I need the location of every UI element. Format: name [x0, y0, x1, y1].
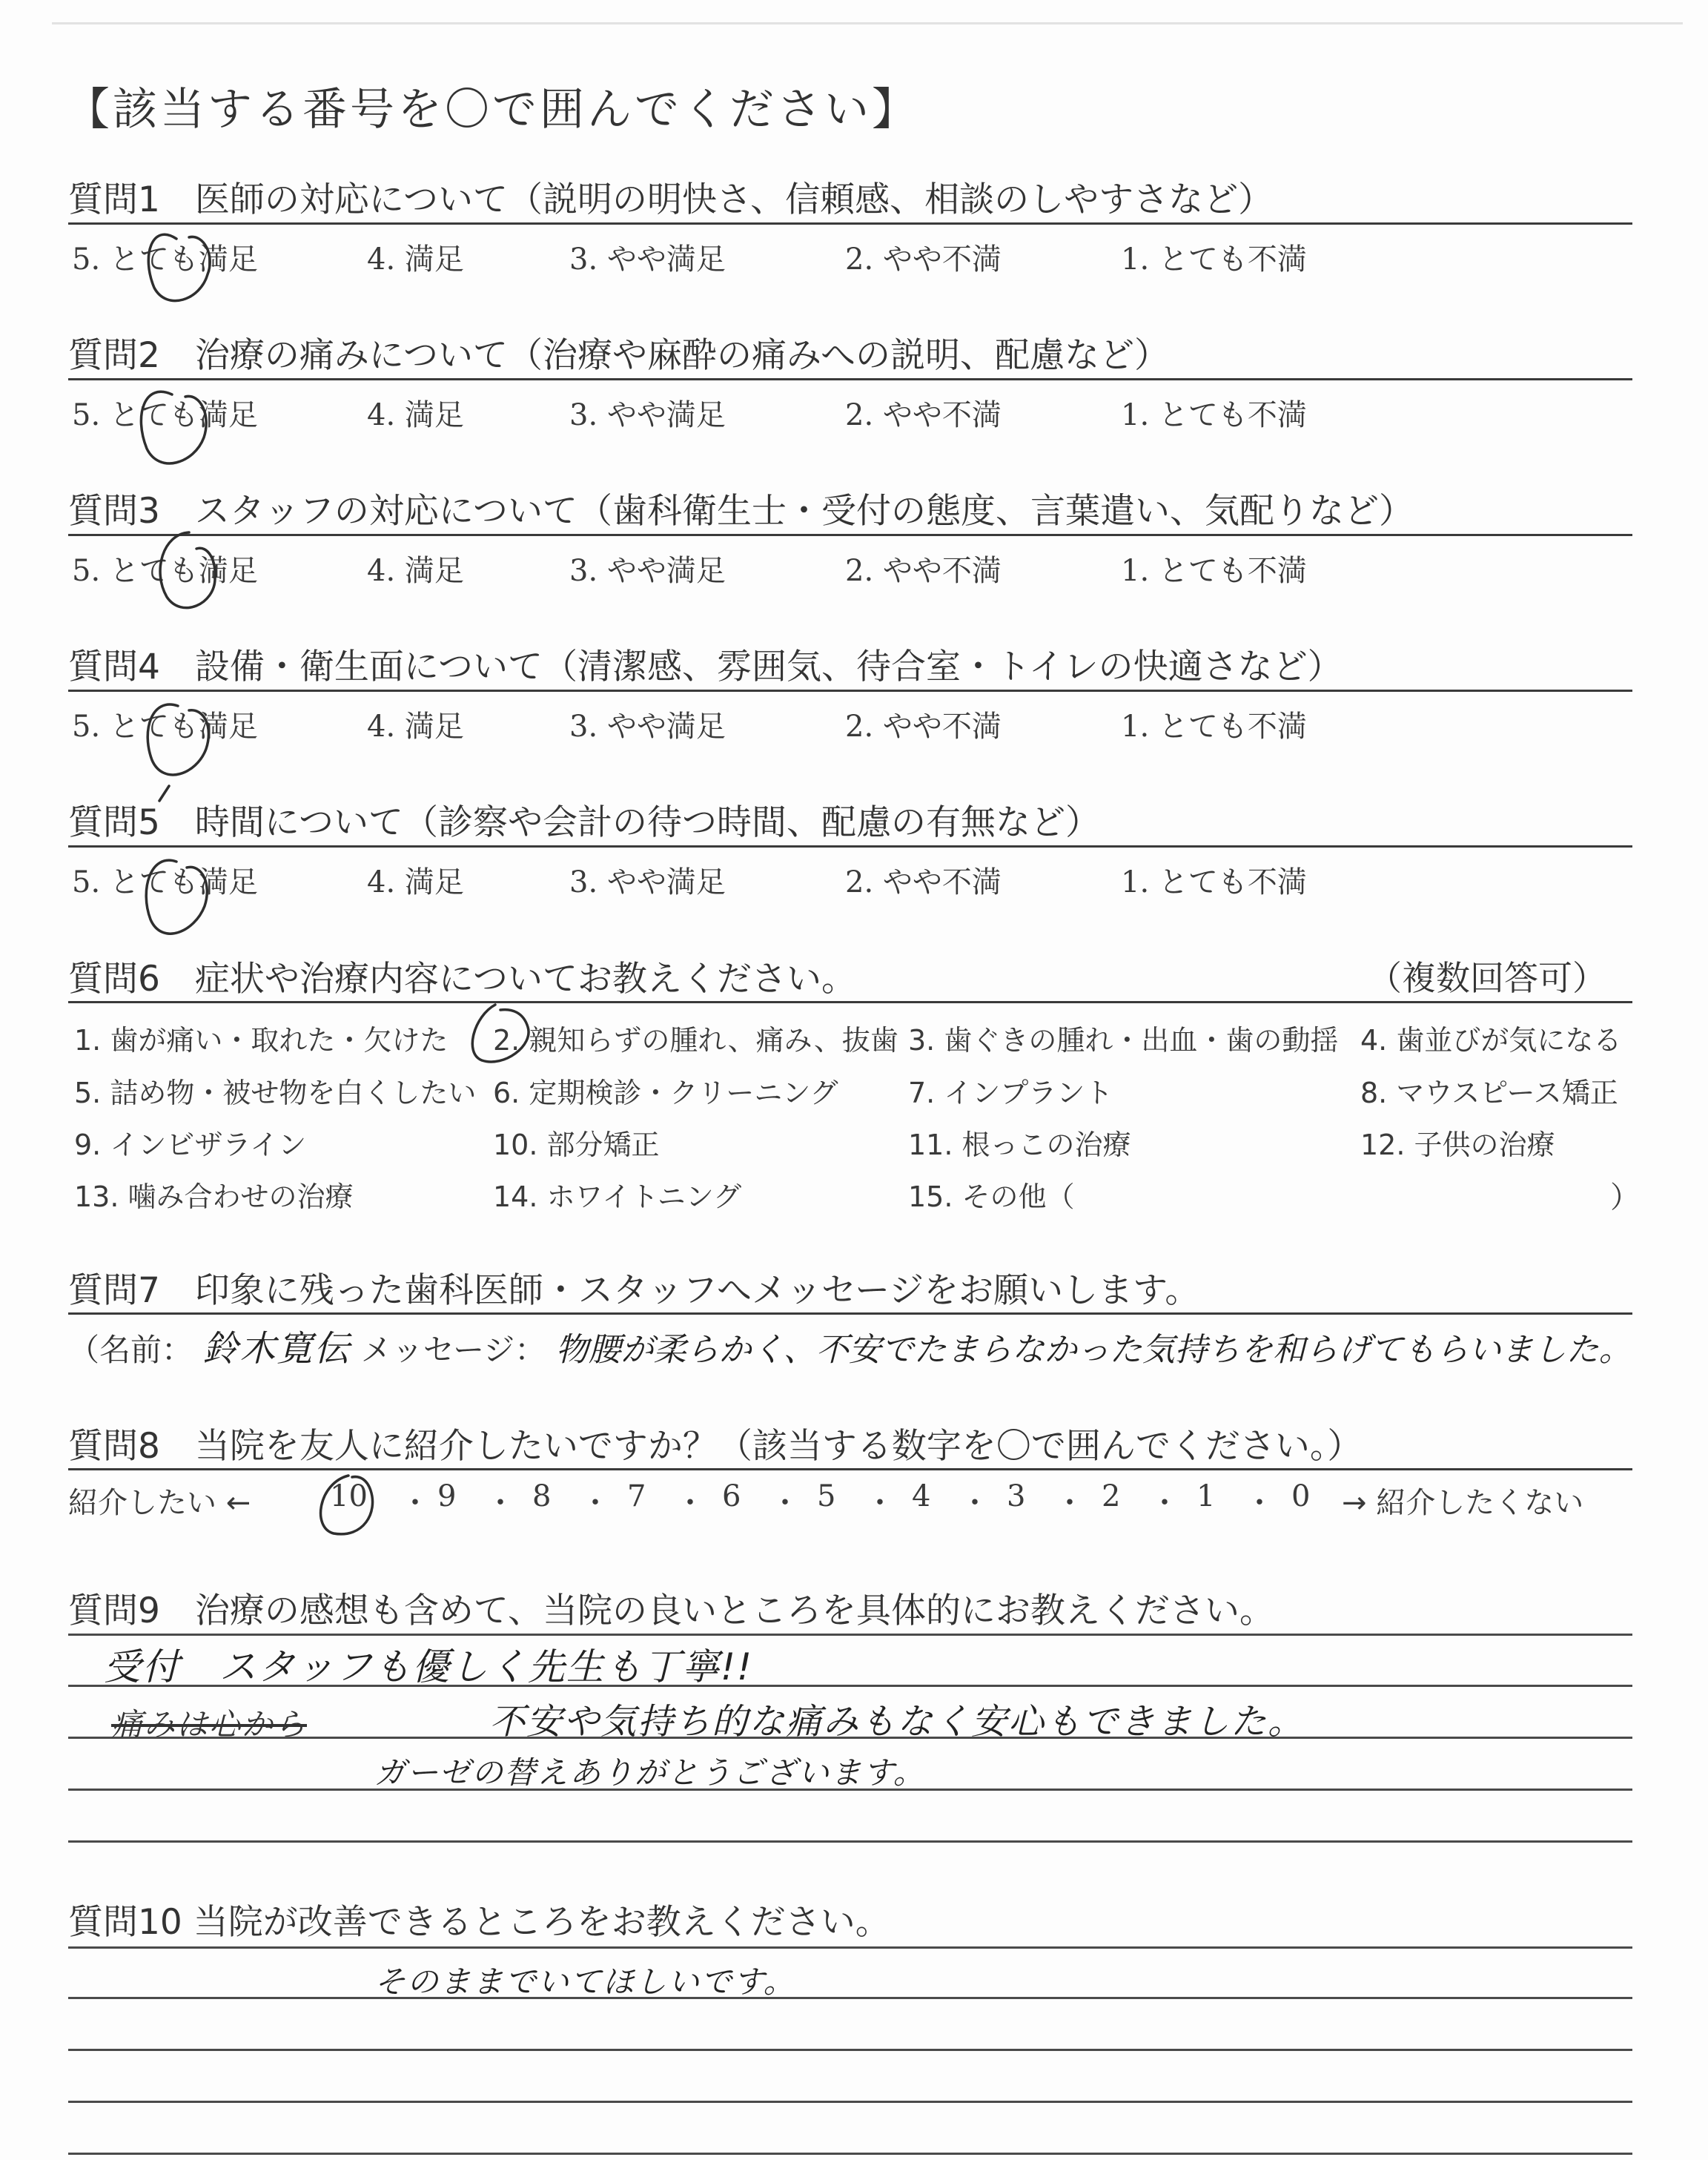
q2-option-4[interactable]: 4. 満足 — [367, 398, 464, 432]
q7-name-label: （名前： — [68, 1332, 193, 1368]
survey-page: 【該当する番号を〇で囲んでください】 質問1 医師の対応について（説明の明快さ、信頼感、相談のしやすさなど） 5. とても満足 4. 満足 3. やや満足 2. やや不満 1. とても不満 質問2 治療の痛みについて（治療や麻酔の痛みへの説明、配慮など） 5. とても満足 4. 満足 3. やや満足 2. やや不満 1. とても不満 質問3 スタッフの対応について（歯科衛生士・受付の態度、言葉遣い、気配りなど） 5. とても満足 4. 満足 3. やや満足 2. やや不満 1. とても不満 質問4 設備・衛生面について（清潔感、雰囲気、待合室・トイレの快適さなど） 5. とても満足 4. 満足 3. やや満足 2. やや不満 1. とても不満 質問5 時間について（診察や会計の待つ時間、配慮の有無など） 5. とても満足 4. 満足 3. やや満足 2. やや不満 1. とても不満 質問6 症状や治療内容についてお教えください。 （複数回答可） 1. 歯が痛い・取れた・欠けた 2. 親知らずの腫れ、痛み、抜歯 3. 歯ぐきの腫れ・出血・歯の動揺 4. 歯並びが気になる 5. 詰め物・被せ物を白くしたい 6. 定期検診・クリーニング 7. インプラント 8. マウスピース矯正 9. インビザライン 10. 部分矯正 11. 根っこの治療 12. 子供の治療 13. 噛み合わせの治療 14. ホワイトニング 15. その他（ ） 質問7 印象に残った歯科医師・スタッフへメッセージをお願いします。 （名前： 鈴木寛伝 メッセージ： 物腰が柔らかく、不安でたまらなかった気持ちを和らげてもらいました。 質問8 当院を友人に紹介したいですか？（該当する数字を〇で囲んでください。） 紹介したい ← 10 ・ 9 ・ 8 ・ 7 ・ 6 ・ 5 ・ 4 ・ 3 ・ 2 ・ 1 ・ 0 → 紹介したくない 質問9 治療の感想も含めて、当院の良いところを具体的にお教えください。 受付 スタッフも優しく先生も丁寧!! 痛みは心から 不安や気持ち的な痛みもなく安心もできました。 ガーゼの替えありがとうございます。 質問10 当院が改善できるところをお教えください。 そのままでいてほしいです。 — [0, 0, 1708, 2160]
q8-circle-mark — [321, 1476, 373, 1534]
q2-option-2[interactable]: 2. やや不満 — [845, 398, 1002, 432]
q7-name-value[interactable]: 鈴木寛伝 — [202, 1328, 351, 1370]
q2-option-5[interactable]: 5. とても満足 — [72, 398, 258, 432]
q3-option-4[interactable]: 4. 満足 — [367, 554, 464, 588]
q3-option-2[interactable]: 2. やや不満 — [845, 554, 1002, 588]
q6-option-7[interactable]: 7. インプラント — [908, 1077, 1113, 1109]
q4-option-5[interactable]: 5. とても満足 — [72, 710, 258, 744]
q8-score-0[interactable]: 0 — [1291, 1479, 1311, 1513]
q6-option-9[interactable]: 9. インビザライン — [74, 1129, 307, 1161]
q5-circle-mark — [146, 860, 207, 934]
q9-answer-line-1[interactable]: 受付 スタッフも優しく先生も丁寧!! — [104, 1645, 754, 1688]
question-9-title: 質問9 治療の感想も含めて、当院の良いところを具体的にお教えください。 — [68, 1591, 1274, 1631]
q4-option-4[interactable]: 4. 満足 — [367, 710, 464, 744]
q7-message-label: メッセージ： — [360, 1332, 546, 1368]
q2-option-3[interactable]: 3. やや満足 — [569, 398, 726, 432]
q9-answer-line-2[interactable]: 不安や気持ち的な痛みもなく安心もできました。 — [489, 1701, 1305, 1743]
q1-option-3[interactable]: 3. やや満足 — [569, 242, 726, 277]
q8-score-5[interactable]: 5 — [817, 1479, 836, 1513]
q8-score-4[interactable]: 4 — [912, 1479, 931, 1513]
q3-option-3[interactable]: 3. やや満足 — [569, 554, 726, 588]
multiple-answers-note: （複数回答可） — [1368, 958, 1606, 998]
q6-circle-mark — [472, 1005, 529, 1062]
q8-score-1[interactable]: 1 — [1196, 1479, 1216, 1513]
q5-option-1[interactable]: 1. とても不満 — [1121, 865, 1307, 899]
question-3-title: 質問3 スタッフの対応について（歯科衛生士・受付の態度、言葉遣い、気配りなど） — [68, 491, 1414, 532]
q3-option-1[interactable]: 1. とても不満 — [1121, 554, 1307, 588]
q1-option-4[interactable]: 4. 満足 — [367, 242, 464, 277]
q4-circle-mark — [148, 704, 208, 801]
q6-option-12[interactable]: 12. 子供の治療 — [1360, 1129, 1555, 1161]
q1-option-5[interactable]: 5. とても満足 — [72, 242, 258, 277]
question-8-title: 質問8 当院を友人に紹介したいですか？（該当する数字を〇で囲んでください。） — [68, 1426, 1363, 1467]
q2-option-1[interactable]: 1. とても不満 — [1121, 398, 1307, 432]
question-2-title: 質問2 治療の痛みについて（治療や麻酔の痛みへの説明、配慮など） — [68, 335, 1170, 376]
q6-option-15[interactable]: 15. その他（ — [908, 1180, 1075, 1213]
q4-option-3[interactable]: 3. やや満足 — [569, 710, 726, 744]
q9-struck-text: 痛みは心から — [111, 1706, 308, 1743]
question-1-title: 質問1 医師の対応について（説明の明快さ、信頼感、相談のしやすさなど） — [68, 179, 1274, 220]
q5-option-3[interactable]: 3. やや満足 — [569, 865, 726, 899]
q6-option-11[interactable]: 11. 根っこの治療 — [908, 1129, 1131, 1161]
q6-option-4[interactable]: 4. 歯並びが気になる — [1360, 1024, 1622, 1057]
q6-option-5[interactable]: 5. 詰め物・被せ物を白くしたい — [74, 1077, 477, 1109]
q1-circle-mark — [148, 234, 210, 300]
survey-header: 【該当する番号を〇で囲んでください】 — [65, 84, 919, 136]
q6-option-1[interactable]: 1. 歯が痛い・取れた・欠けた — [74, 1024, 448, 1057]
q4-option-1[interactable]: 1. とても不満 — [1121, 710, 1307, 744]
q8-score-10[interactable]: 10 — [330, 1479, 368, 1513]
question-5-title: 質問5 時間について（診察や会計の待つ時間、配慮の有無など） — [68, 802, 1100, 843]
q6-option-14[interactable]: 14. ホワイトニング — [493, 1180, 742, 1213]
q6-other-close-paren: ） — [1610, 1180, 1640, 1215]
q8-left-label: 紹介したい ← — [68, 1486, 251, 1520]
q3-option-5[interactable]: 5. とても満足 — [72, 554, 258, 588]
q8-right-label: → 紹介したくない — [1342, 1486, 1584, 1520]
q1-option-2[interactable]: 2. やや不満 — [845, 242, 1002, 277]
q5-option-5[interactable]: 5. とても満足 — [72, 865, 258, 899]
q5-option-4[interactable]: 4. 満足 — [367, 865, 464, 899]
q8-score-9[interactable]: 9 — [437, 1479, 457, 1513]
q4-option-2[interactable]: 2. やや不満 — [845, 710, 1002, 744]
q5-option-2[interactable]: 2. やや不満 — [845, 865, 1002, 899]
q8-score-8[interactable]: 8 — [532, 1479, 552, 1513]
q6-option-3[interactable]: 3. 歯ぐきの腫れ・出血・歯の動揺 — [908, 1024, 1339, 1057]
q8-score-2[interactable]: 2 — [1102, 1479, 1121, 1513]
q3-circle-mark — [160, 532, 215, 608]
q6-option-10[interactable]: 10. 部分矯正 — [493, 1129, 660, 1161]
q8-score-3[interactable]: 3 — [1007, 1479, 1026, 1513]
q6-option-8[interactable]: 8. マウスピース矯正 — [1360, 1077, 1618, 1109]
question-7-title: 質問7 印象に残った歯科医師・スタッフへメッセージをお願いします。 — [68, 1270, 1200, 1311]
q7-message-value[interactable]: 物腰が柔らかく、不安でたまらなかった気持ちを和らげてもらいました。 — [555, 1331, 1632, 1369]
question-6-title: 質問6 症状や治療内容についてお教えください。 — [68, 959, 856, 1000]
q8-score-6[interactable]: 6 — [722, 1479, 741, 1513]
q2-circle-mark — [141, 392, 206, 463]
q6-option-2[interactable]: 2. 親知らずの腫れ、痛み、抜歯 — [493, 1024, 898, 1057]
q10-answer-line-1[interactable]: そのままでいてほしいです。 — [374, 1964, 796, 2000]
q6-option-6[interactable]: 6. 定期検診・クリーニング — [493, 1077, 838, 1109]
q8-score-7[interactable]: 7 — [627, 1479, 646, 1513]
q9-answer-line-3[interactable]: ガーゼの替えありがとうございます。 — [374, 1754, 926, 1791]
q6-option-13[interactable]: 13. 噛み合わせの治療 — [74, 1180, 354, 1213]
question-4-title: 質問4 設備・衛生面について（清潔感、雰囲気、待合室・トイレの快適さなど） — [68, 647, 1343, 687]
question-10-title: 質問10 当院が改善できるところをお教えください。 — [68, 1902, 890, 1943]
q1-option-1[interactable]: 1. とても不満 — [1121, 242, 1307, 277]
